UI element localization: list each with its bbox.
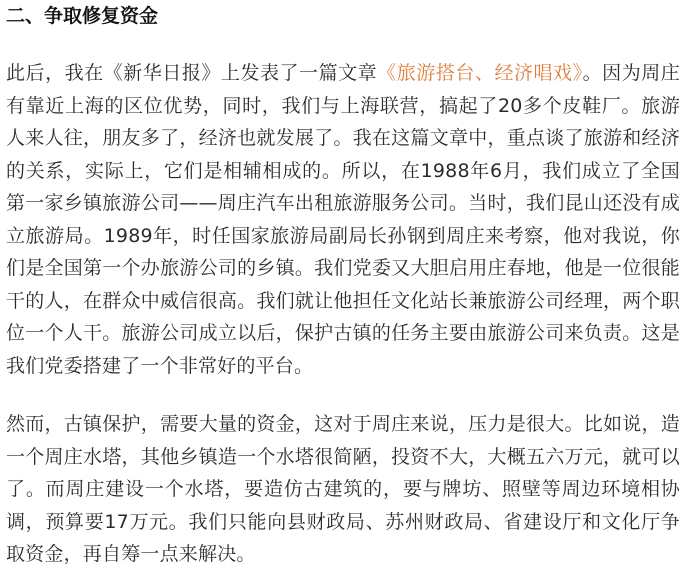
- paragraph-1-text-end: 。因为周庄有靠近上海的区位优势，同时，我们与上海联营，搞起了20多个皮鞋厂。旅游人来人往，朋友多了，经济也就发展了。我在这篇文章中，重点谈了旅游和经济的关系，实际上，它们是相辅相成的。所以，在1988年6月，我们成立了全国第一家乡镇旅游公司——周庄汽车出租旅游服务公司。当时，我们昆山还没有成立旅游局。1989年，时任国家旅游局副局长孙钢到周庄来考察，他对我说，你们是全国第一个办旅游公司的乡镇。我们党委又大胆启用庄春地，他是一位很能干的人，在群众中威信很高。我们就让他担任文化站长兼旅游公司经理，两个职位一个人干。旅游公司成立以后，保护古镇的任务主要由旅游公司来负责。这是我们党委搭建了一个非常好的平台。: [6, 62, 680, 377]
- paragraph-1-text-start: 此后，我在《新华日报》上发表了一篇文章: [6, 62, 378, 84]
- article-paragraph-2: 然而，古镇保护，需要大量的资金，这对于周庄来说，压力是很大。比如说，造一个周庄水塔，其他乡镇造一个水塔很简陋，投资不大，大概五六万元，就可以了。而周庄建设一个水塔，要造仿古建筑的，要与牌坊、照壁等周边环境相协调，预算要17万元。我们只能向县财政局、苏州财政局、省建设厅和文化厅争取资金，再自筹一点来解决。: [6, 413, 680, 565]
- article-paragraph-1: [6, 57, 680, 382]
- article-link[interactable]: 《旅游搭台、经济唱戏》: [377, 62, 583, 84]
- section-heading: 二、争取修复资金: [6, 5, 159, 27]
